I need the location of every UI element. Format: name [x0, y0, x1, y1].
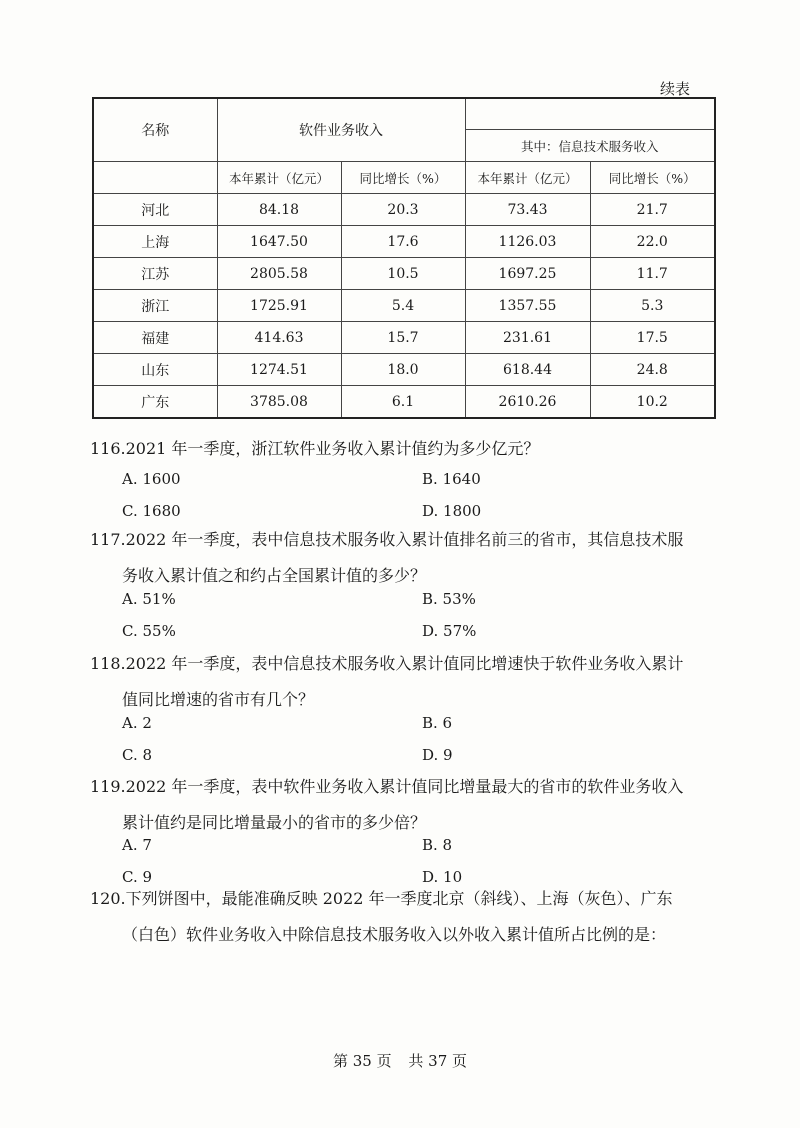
it-yoy-value: 24.8 — [590, 354, 715, 386]
province-name: 浙江 — [93, 290, 217, 322]
province-name: 上海 — [93, 226, 217, 258]
it-yoy-value: 22.0 — [590, 226, 715, 258]
question — [90, 437, 539, 460]
option-a[interactable]: A. 1600 — [122, 470, 181, 488]
sw-ytd-value: 414.63 — [217, 322, 341, 354]
question-text-continued: （白色）软件业务收入中除信息技术服务收入以外收入累计值所占比例的是： — [122, 925, 667, 944]
it-ytd-value: 1126.03 — [465, 226, 590, 258]
sw-yoy-value: 6.1 — [341, 386, 465, 419]
question-text: 119.2022 年一季度，表中软件业务收入累计值同比增量最大的省市的软件业务收入 — [90, 777, 684, 796]
it-ytd-value: 231.61 — [465, 322, 590, 354]
sw-ytd-value: 3785.08 — [217, 386, 341, 419]
table-row — [93, 322, 715, 354]
it-ytd-value: 1357.55 — [465, 290, 590, 322]
option-d[interactable]: D. 1800 — [422, 502, 482, 520]
it-ytd-value: 2610.26 — [465, 386, 590, 419]
table-subheader-row — [93, 162, 715, 194]
option-b[interactable]: B. 53% — [422, 590, 476, 608]
sw-yoy-value: 17.6 — [341, 226, 465, 258]
table-row — [93, 290, 715, 322]
name-header: 名称 — [93, 98, 217, 162]
question-text-continued: 值同比增速的省市有几个？ — [122, 690, 315, 709]
question-text: 120.下列饼图中，最能准确反映 2022 年一季度北京（斜线）、上海（灰色）、广东 — [90, 889, 673, 908]
it-yoy-value: 10.2 — [590, 386, 715, 419]
question-text-continued: 务收入累计值之和约占全国累计值的多少？ — [122, 566, 427, 585]
province-name: 广东 — [93, 386, 217, 419]
sw-yoy-value: 20.3 — [341, 194, 465, 226]
province-name: 河北 — [93, 194, 217, 226]
sw-yoy-value: 10.5 — [341, 258, 465, 290]
it-yoy-value: 17.5 — [590, 322, 715, 354]
option-d[interactable]: D. 10 — [422, 868, 463, 886]
option-a[interactable]: A. 51% — [122, 590, 176, 608]
software-revenue-header: 软件业务收入 — [217, 98, 465, 162]
page-footer — [0, 1050, 800, 1071]
it-ytd-value: 73.43 — [465, 194, 590, 226]
question-text: 118.2022 年一季度，表中信息技术服务收入累计值同比增速快于软件业务收入累计 — [90, 654, 684, 673]
question — [90, 528, 683, 587]
it-yoy-value: 21.7 — [590, 194, 715, 226]
it-yoy-value: 11.7 — [590, 258, 715, 290]
it-ytd-value: 1697.25 — [465, 258, 590, 290]
sw-yoy-value: 15.7 — [341, 322, 465, 354]
province-name: 山东 — [93, 354, 217, 386]
sw-ytd-value: 1274.51 — [217, 354, 341, 386]
table-header-row — [93, 98, 715, 130]
province-name: 江苏 — [93, 258, 217, 290]
option-c[interactable]: C. 1680 — [122, 502, 181, 520]
sw-yoy-value: 18.0 — [341, 354, 465, 386]
it-yoy-header: 同比增长（%） — [590, 162, 715, 194]
option-a[interactable]: A. 7 — [122, 836, 152, 854]
it-revenue-header-spacer — [465, 98, 715, 130]
table-row — [93, 226, 715, 258]
option-d[interactable]: D. 57% — [422, 622, 477, 640]
sw-ytd-value: 1647.50 — [217, 226, 341, 258]
option-c[interactable]: C. 9 — [122, 868, 153, 886]
table-row — [93, 386, 715, 419]
revenue-table — [92, 97, 716, 419]
question — [90, 887, 673, 946]
question-text: 117.2022 年一季度，表中信息技术服务收入累计值排名前三的省市，其信息技术服 — [90, 530, 684, 549]
it-service-revenue-header: 其中：信息技术服务收入 — [465, 130, 715, 162]
table-row — [93, 354, 715, 386]
it-ytd-header: 本年累计（亿元） — [465, 162, 590, 194]
option-c[interactable]: C. 8 — [122, 746, 153, 764]
option-c[interactable]: C. 55% — [122, 622, 176, 640]
table-row — [93, 194, 715, 226]
question — [90, 652, 683, 711]
question-text-continued: 累计值约是同比增量最小的省市的多少倍？ — [122, 813, 427, 832]
question — [90, 775, 683, 834]
it-yoy-value: 5.3 — [590, 290, 715, 322]
sw-yoy-header: 同比增长（%） — [341, 162, 465, 194]
province-name: 福建 — [93, 322, 217, 354]
name-subheader-spacer — [93, 162, 217, 194]
continued-label: 续表 — [659, 80, 690, 98]
sw-ytd-value: 2805.58 — [217, 258, 341, 290]
sw-ytd-header: 本年累计（亿元） — [217, 162, 341, 194]
table-row — [93, 258, 715, 290]
page-number: 第 35 页 — [332, 1052, 392, 1070]
option-d[interactable]: D. 9 — [422, 746, 453, 764]
sw-yoy-value: 5.4 — [341, 290, 465, 322]
option-b[interactable]: B. 8 — [422, 836, 453, 854]
sw-ytd-value: 1725.91 — [217, 290, 341, 322]
option-a[interactable]: A. 2 — [122, 714, 152, 732]
option-b[interactable]: B. 6 — [422, 714, 453, 732]
question-text: 116.2021 年一季度，浙江软件业务收入累计值约为多少亿元？ — [90, 439, 540, 458]
sw-ytd-value: 84.18 — [217, 194, 341, 226]
page-total: 共 37 页 — [408, 1052, 468, 1070]
option-b[interactable]: B. 1640 — [422, 470, 481, 488]
it-ytd-value: 618.44 — [465, 354, 590, 386]
